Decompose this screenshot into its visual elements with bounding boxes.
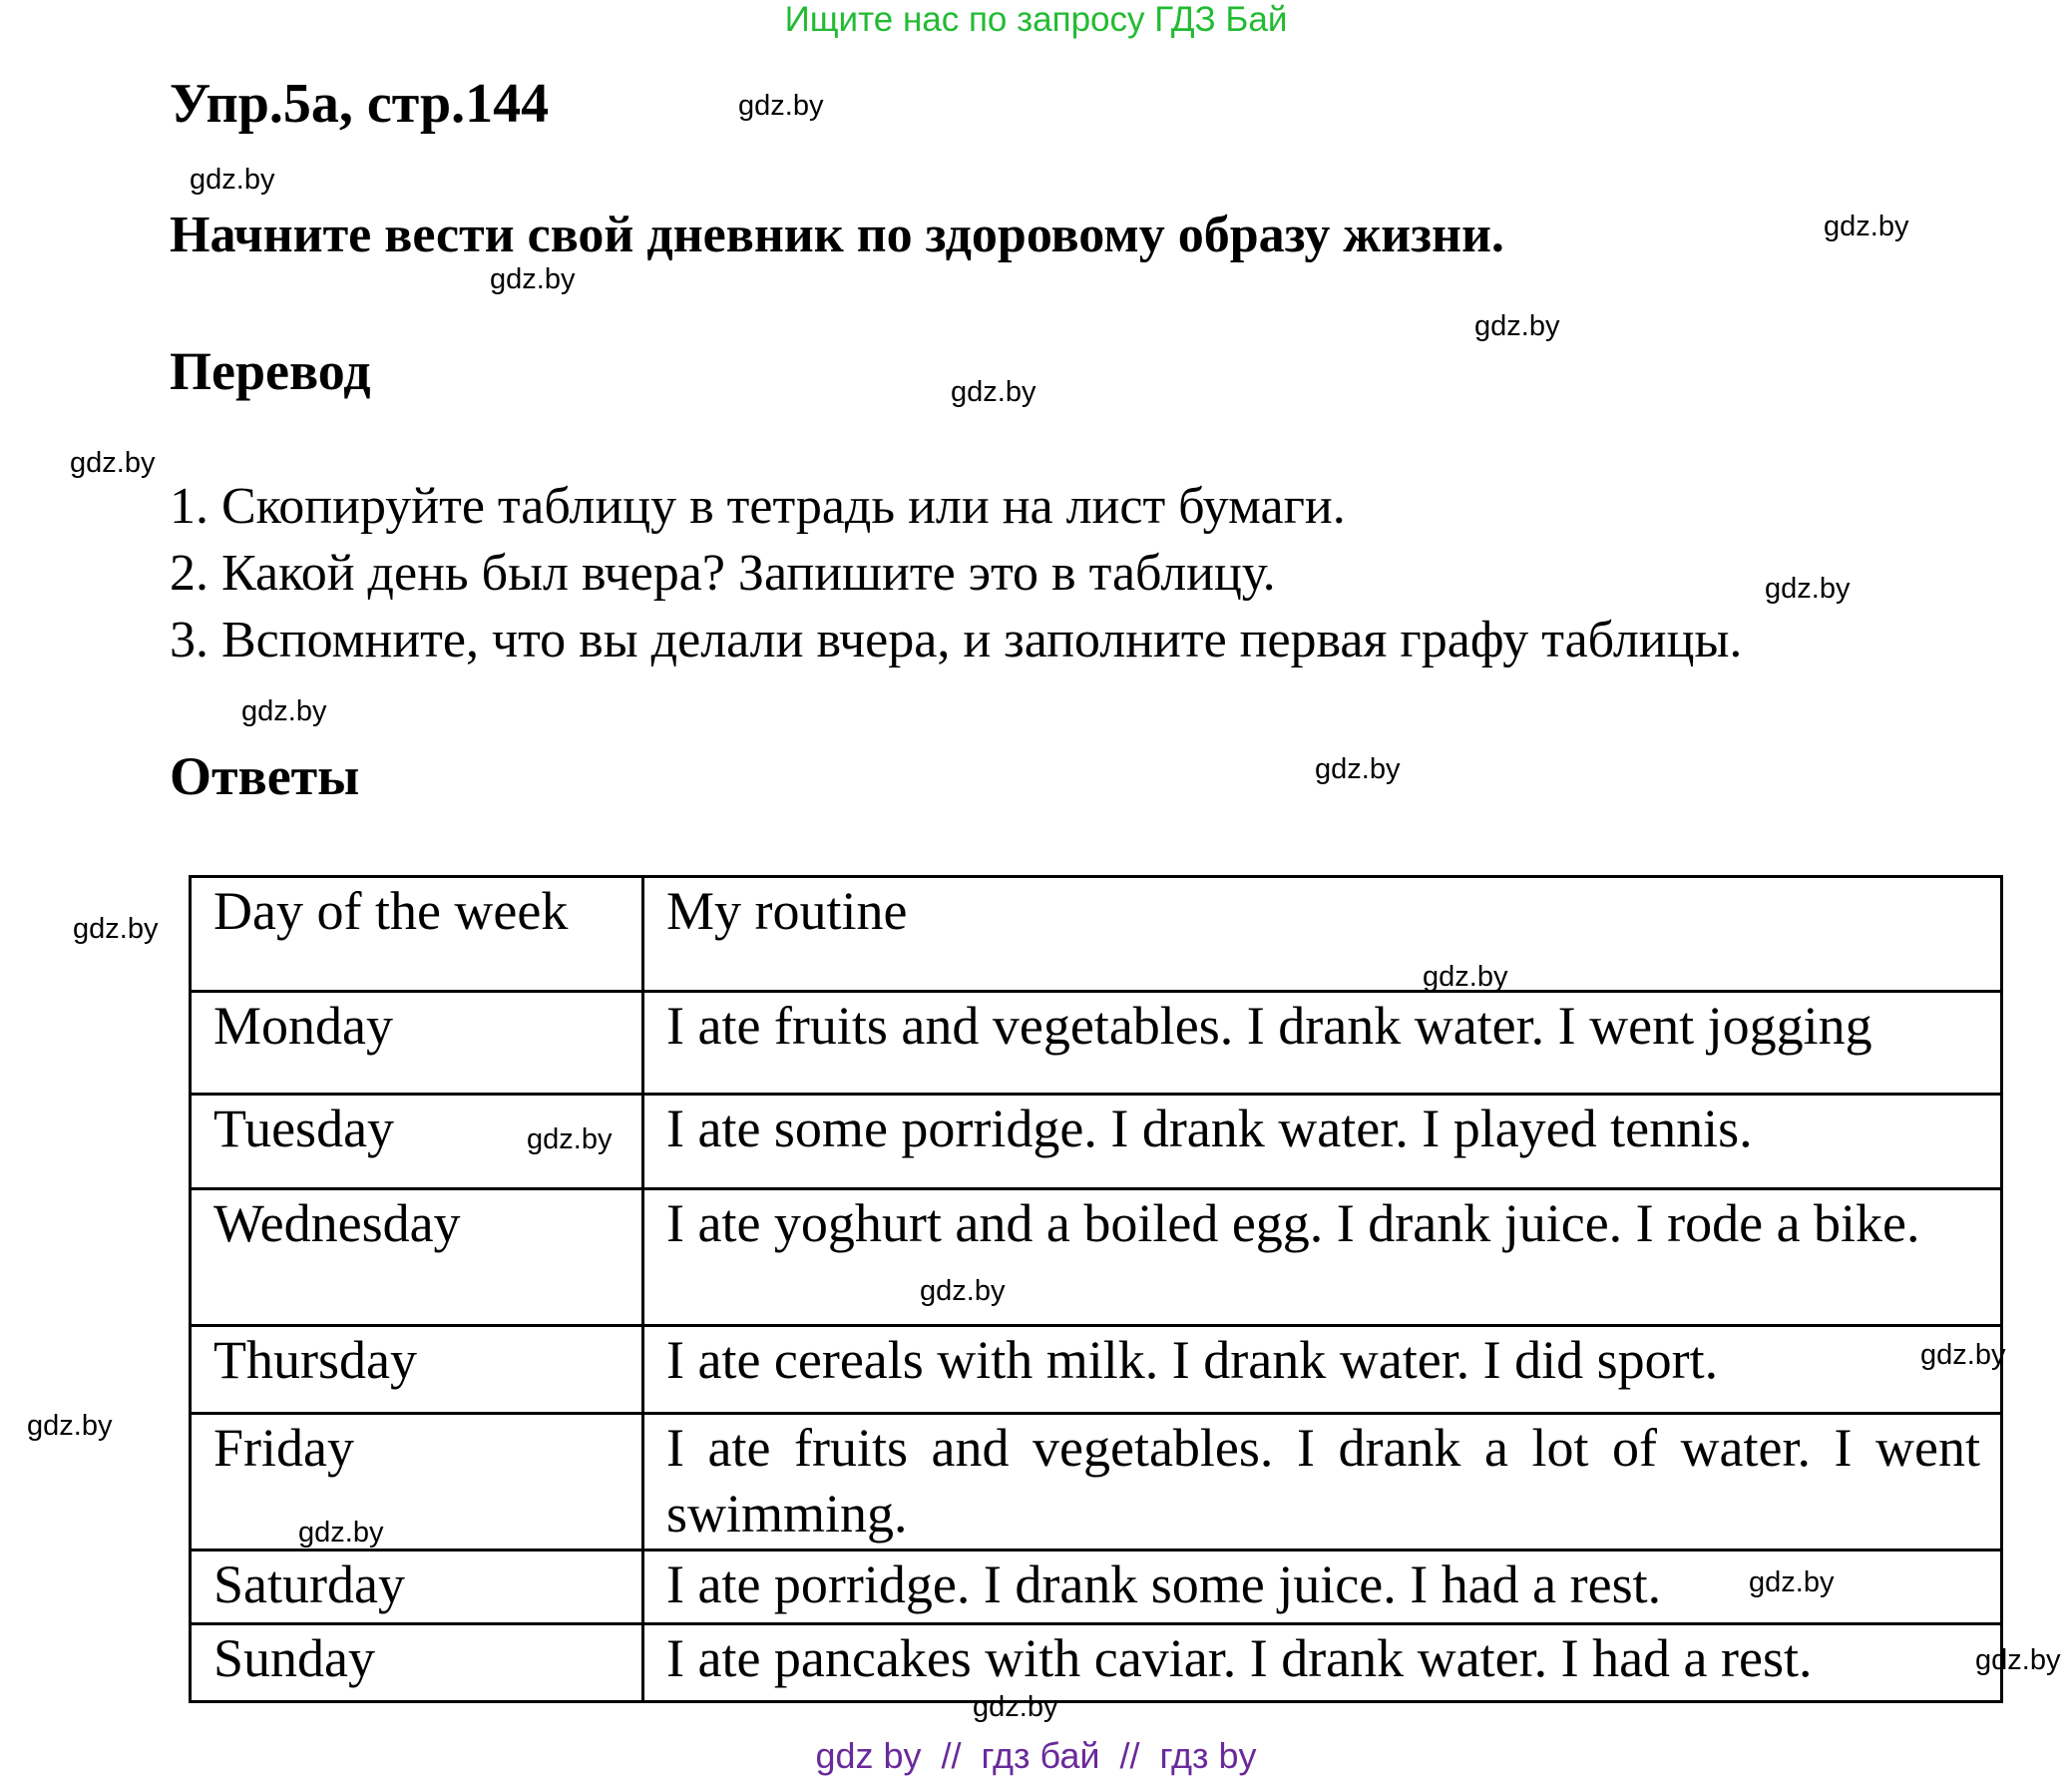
routine-cell: I ate fruits and vegetables. I drank a lot of water. I went swimming.: [643, 1414, 2002, 1551]
watermark: gdz.by: [70, 447, 156, 479]
watermark: gdz.by: [920, 1275, 1006, 1307]
watermark: gdz.by: [190, 164, 275, 196]
routine-table: [189, 875, 2006, 1703]
day-cell: Friday: [191, 1414, 643, 1551]
routine-cell: I ate cereals with milk. I drank water. I did sport.: [643, 1326, 2002, 1414]
step-item: 3. Вспомните, что вы делали вчера, и заполните первая графу таблицы.: [170, 612, 1743, 668]
watermark: gdz.by: [951, 376, 1036, 408]
day-cell: Sunday: [191, 1624, 643, 1702]
watermark: gdz.by: [1749, 1566, 1835, 1598]
routine-cell: I ate yoghurt and a boiled egg. I drank juice. I rode a bike.: [643, 1189, 2002, 1326]
table-row: [191, 1095, 2002, 1189]
table-row: [191, 1189, 2002, 1326]
translation-heading: Перевод: [170, 341, 371, 401]
routine-cell: I ate fruits and vegetables. I drank water. I went jogging: [643, 992, 2002, 1095]
table-header-row: [191, 877, 2002, 992]
day-cell: Monday: [191, 992, 643, 1095]
routine-cell: I ate porridge. I drank some juice. I had a rest.: [643, 1551, 2002, 1624]
table-row: [191, 1326, 2002, 1414]
watermark: gdz.by: [1423, 961, 1508, 993]
watermark: gdz.by: [1474, 310, 1560, 342]
step-item: 2. Какой день был вчера? Запишите это в таблицу.: [170, 545, 1276, 602]
table-row: [191, 992, 2002, 1095]
watermark: gdz.by: [1920, 1339, 2006, 1371]
watermark: gdz.by: [1975, 1644, 2061, 1676]
watermark: gdz.by: [490, 263, 576, 295]
day-cell: Thursday: [191, 1326, 643, 1414]
watermark: gdz.by: [298, 1517, 384, 1549]
day-cell: Saturday: [191, 1551, 643, 1624]
task-text: Начните вести свой дневник по здоровому образу жизни.: [170, 207, 1504, 263]
watermark: gdz.by: [1824, 211, 1909, 242]
routine-cell: I ate some porridge. I drank water. I played tennis.: [643, 1095, 2002, 1189]
routine-cell: I ate pancakes with caviar. I drank water. I had a rest.: [643, 1624, 2002, 1702]
watermark: gdz.by: [1315, 753, 1401, 785]
watermark: gdz.by: [738, 90, 824, 122]
top-banner: Ищите нас по запросу ГДЗ Бай: [784, 0, 1288, 39]
day-cell: Tuesday: [191, 1095, 643, 1189]
header-routine-cell: My routine: [643, 877, 2002, 992]
day-cell: Wednesday: [191, 1189, 643, 1326]
table-row: [191, 1414, 2002, 1551]
header-day-cell: Day of the week: [191, 877, 643, 992]
watermark: gdz.by: [241, 695, 327, 727]
answers-heading: Ответы: [170, 746, 360, 806]
watermark: gdz.by: [527, 1123, 613, 1155]
footer-links: gdz by // гдз бай // гдз by: [815, 1735, 1257, 1776]
step-item: 1. Скопируйте таблицу в тетрадь или на лист бумаги.: [170, 478, 1346, 535]
watermark: gdz.by: [973, 1691, 1058, 1723]
table-row: [191, 1624, 2002, 1702]
watermark: gdz.by: [73, 913, 159, 945]
exercise-title: Упр.5а, стр.144: [170, 73, 550, 135]
watermark: gdz.by: [1765, 573, 1851, 605]
translation-steps: [170, 473, 1742, 673]
watermark: gdz.by: [27, 1410, 113, 1442]
table-row: [191, 1551, 2002, 1624]
